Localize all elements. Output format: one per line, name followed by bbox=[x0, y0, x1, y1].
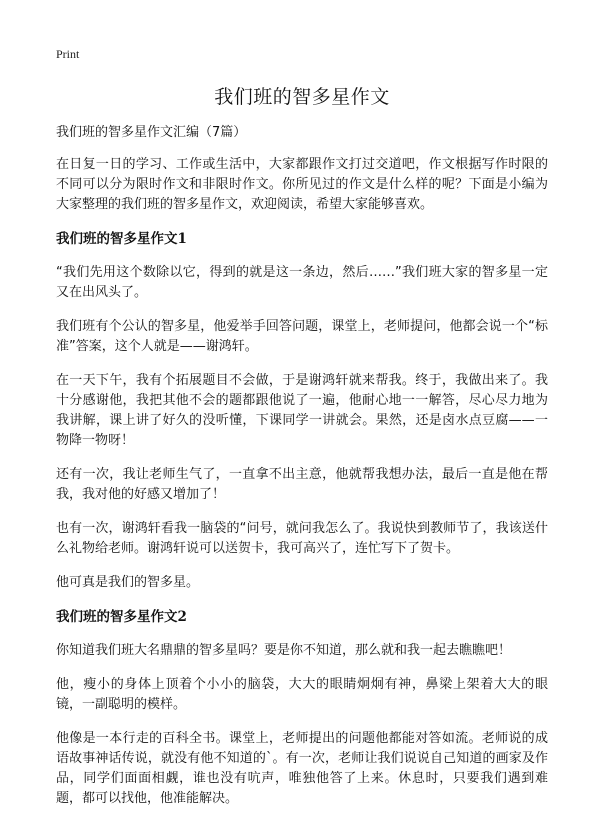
section-1-paragraph: 我们班有个公认的智多星，他爱举手回答问题，课堂上，老师提问，他都会说一个“标准”答案，这个人就是——谢鸿轩。 bbox=[56, 319, 548, 354]
section-1-paragraph: “我们先用这个数除以它，得到的就是这一条边，然后……”我们班大家的智多星一定又在出风头了。 bbox=[56, 265, 548, 300]
section-1-paragraph: 也有一次，谢鸿轩看我一脑袋的“问号，就问我怎么了。我说快到教师节了，我该送什么礼物给老师。谢鸿轩说可以送贺卡，我可高兴了，连忙写下了贺卡。 bbox=[56, 521, 548, 556]
section-heading-2: 我们班的智多星作文2 bbox=[56, 609, 187, 625]
intro-paragraph: 在日复一日的学习、工作或生活中，大家都跟作文打过交道吧，作文根据写作时限的不同可以分为限时作文和非限时作文。你所见过的作文是什么样的呢？下面是小编为大家整理的我们班的智多星作文，欢迎阅读，希望大家能够喜欢。 bbox=[56, 157, 548, 212]
section-1-paragraph: 还有一次，我让老师生气了，一直拿不出主意，他就帮我想办法，最后一直是他在帮我，我对他的好感又增加了！ bbox=[56, 467, 548, 502]
section-heading-1: 我们班的智多星作文1 bbox=[56, 231, 187, 247]
section-2-paragraph: 你知道我们班大名鼎鼎的智多星吗？要是你不知道，那么就和我一起去瞧瞧吧！ bbox=[56, 643, 512, 658]
section-2-paragraph: 他像是一本行走的百科全书。课堂上，老师提出的问题他都能对答如流。老师说的成语故事神话传说，就没有他不知道的`。有一次，老师让我们说说自己知道的画家及作品，同学们面面相觑，谁也没有吭声，唯独他答了上来。休息时，只要我们遇到难题，都可以找他，他准能解决。 bbox=[56, 731, 548, 806]
section-2-paragraph: 他，瘦小的身体上顶着个小小的脑袋，大大的眼睛炯炯有神，鼻梁上架着大大的眼镜，一副聪明的模样。 bbox=[56, 677, 548, 712]
print-link[interactable]: Print bbox=[56, 47, 80, 61]
document-title: 我们班的智多星作文 bbox=[214, 86, 390, 108]
section-1-paragraph: 在一天下午，我有个拓展题目不会做，于是谢鸿轩就来帮我。终于，我做出来了。我十分感谢他，我把其他不会的题都跟他说了一遍，他耐心地一一解答，尽心尽力地为我讲解，课上讲了好久的没听懂，下课同学一讲就会。果然，还是卤水点豆腐——一物降一物呀！ bbox=[56, 373, 548, 448]
document-page bbox=[56, 46, 548, 823]
document-subtitle: 我们班的智多星作文汇编（7篇） bbox=[56, 125, 247, 140]
section-1-paragraph: 他可真是我们的智多星。 bbox=[56, 575, 200, 590]
